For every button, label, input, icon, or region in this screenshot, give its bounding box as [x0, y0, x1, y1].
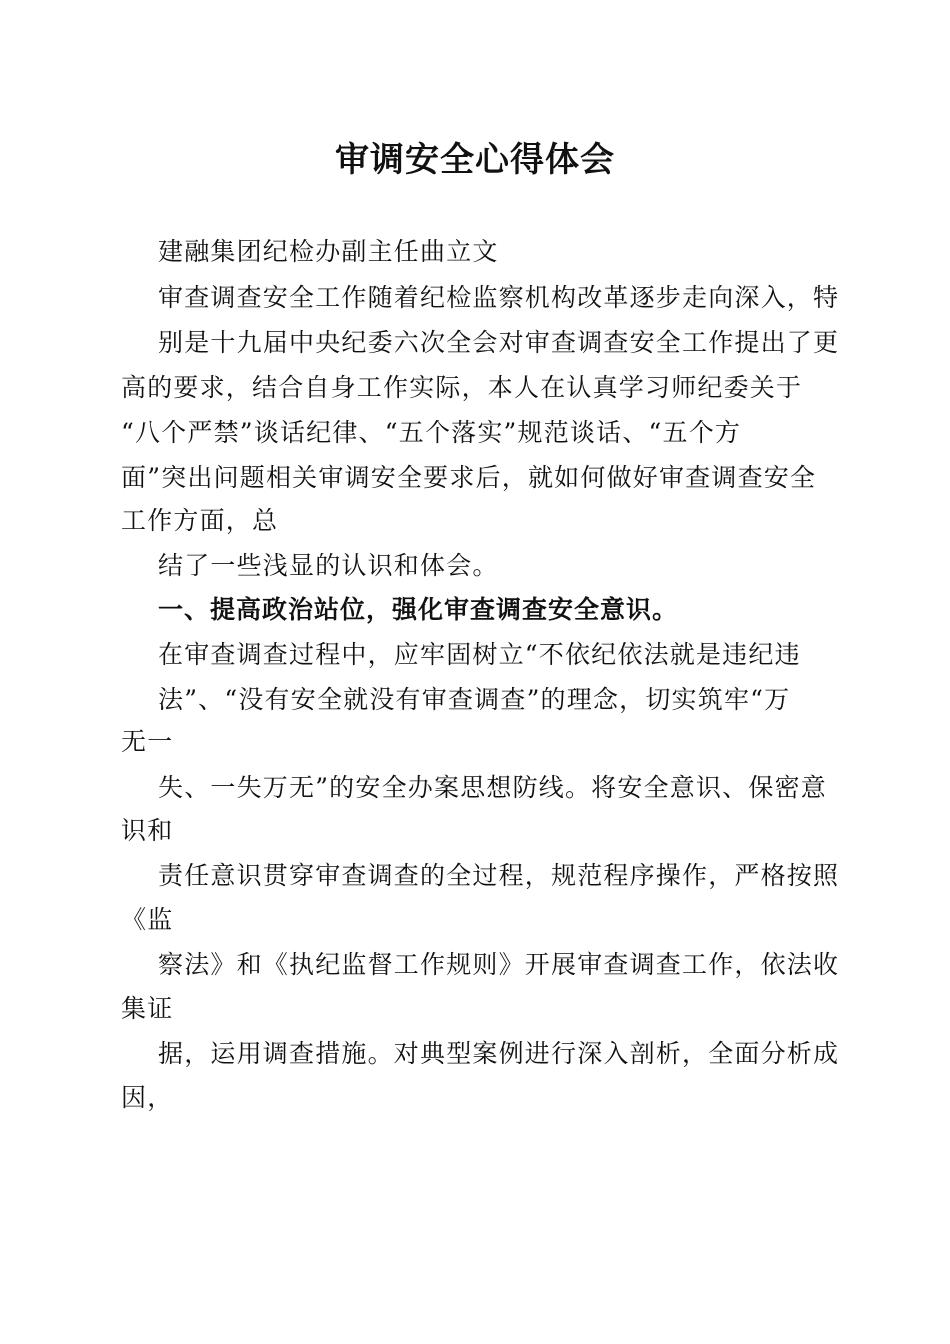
paragraph-line: 工作方面，总: [121, 506, 279, 535]
paragraph-line: 《监: [121, 905, 174, 934]
paragraph-line: 责任意识贯穿审查调查的全过程，规范程序操作，严格按照: [158, 861, 840, 890]
author-line: 建融集团纪检办副主任曲立文: [158, 237, 499, 266]
paragraph-line: 面”突出问题相关审调安全要求后，就如何做好审查调查安全: [121, 463, 817, 492]
paragraph-line: 在审查调查过程中，应牢固树立“不依纪依法就是违纪违: [158, 640, 801, 669]
paragraph-line: “八个严禁”谈话纪律、“五个落实”规范谈话、“五个方: [121, 418, 742, 447]
section-heading: 一、提高政治站位，强化审查调查安全意识。: [158, 595, 679, 624]
paragraph-line: 察法》和《执纪监督工作规则》开展审查调查工作，依法收: [158, 950, 840, 979]
paragraph-line: 审查调查安全工作随着纪检监察机构改革逐步走向深入，特: [158, 283, 840, 312]
paragraph-line: 别是十九届中央纪委六次全会对审查调查安全工作提出了更: [158, 328, 840, 357]
paragraph-line: 因，: [121, 1083, 174, 1112]
paragraph-line: 高的要求，结合自身工作实际，本人在认真学习师纪委关于: [121, 373, 803, 402]
paragraph-line: 识和: [121, 816, 174, 845]
paragraph-line: 法”、“没有安全就没有审查调查”的理念，切实筑牢“万: [158, 685, 791, 714]
document-title: 审调安全心得体会: [335, 140, 615, 180]
paragraph-line: 结了一些浅显的认识和体会。: [158, 551, 499, 580]
paragraph-line: 失、一失万无”的安全办案思想防线。将安全意识、保密意: [158, 773, 827, 802]
paragraph-line: 据，运用调查措施。对典型案例进行深入剖析，全面分析成: [158, 1039, 840, 1068]
paragraph-line: 无一: [121, 727, 174, 756]
paragraph-line: 集证: [121, 994, 174, 1023]
